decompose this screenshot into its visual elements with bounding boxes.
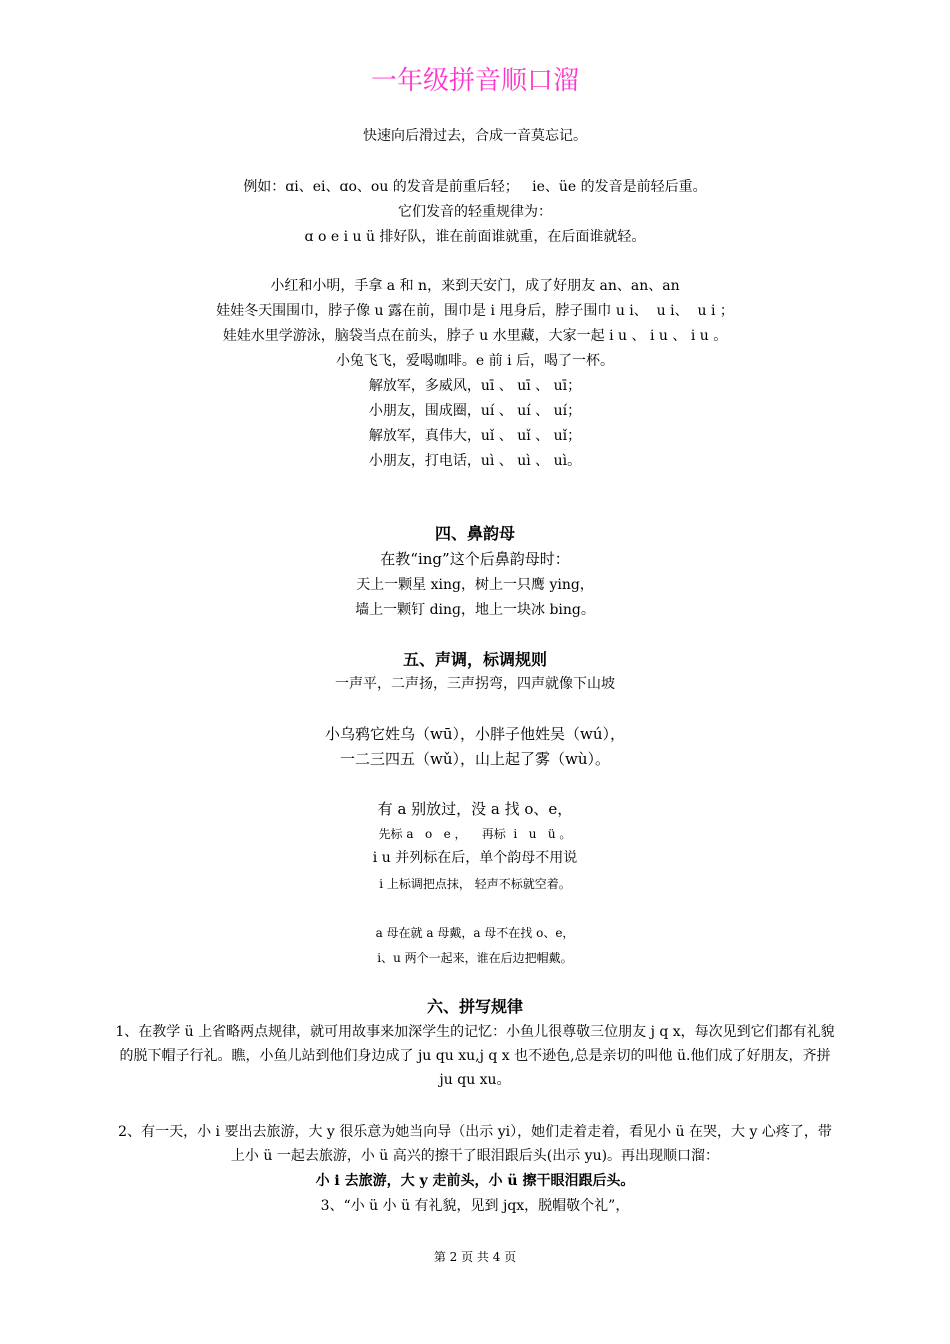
text-line: 在教“ing”这个后鼻韵母时：: [380, 550, 570, 568]
text-line: 小朋友，围成圈，uí 、 uí 、 uí；: [368, 403, 582, 419]
text-line: 小 i 去旅游，大 y 走前头，小 ü 擦干眼泪跟后头。: [315, 1173, 635, 1189]
page-title: 一年级拼音顺口溜: [370, 66, 579, 96]
text-line: a 母在就 a 母戴，a 母不在找 o、e，: [375, 926, 575, 940]
text-line: i 上标调把点抹， 轻声不标就空着。: [379, 877, 571, 891]
paragraph: 2、有一天，小 i 要出去旅游，大 y 很乐意为她当向导（出示 yi），她们走着走着，看见小 ü 在哭，大 y 心疼了，带上小 ü 一起去旅游，小 ü 高兴的擦干了眼泪跟后头(出示 yu)。再出现顺口溜：: [118, 1124, 832, 1164]
text-line: 快速向后滑过去，合成一音莫忘记。: [363, 128, 587, 144]
text-line: 3、“小 ü 小 ü 有礼貌，见到 jqx，脱帽敬个礼”，: [320, 1198, 630, 1214]
text-line: 娃娃冬天围围巾，脖子像 u 露在前，围巾是 i 甩身后，脖子围巾 u i、 u i、 u i ；: [216, 303, 734, 319]
text-line: 天上一颗星 xing，树上一只鹰 ying，: [356, 577, 594, 593]
paragraph: 1、在教学 ü 上省略两点规律，就可用故事来加深学生的记忆：小鱼儿很尊敬三位朋友 j q x，每次见到它们都有礼貌的脱下帽子行礼。瞧，小鱼儿站到他们身边成了 ju qu xu,j q x 也不逊色,总是亲切的叫他 ü.他们成了好朋友，齐拼 ju qu xu。: [115, 1024, 835, 1088]
text-line: 小乌鸦它姓乌（wū），小胖子他姓吴（wú），: [324, 725, 625, 743]
section-heading: 六、拼写规律: [426, 997, 523, 1016]
section-heading: 五、声调，标调规则: [402, 650, 547, 669]
text-line: i u 并列标在后，单个韵母不用说: [372, 850, 578, 866]
text-line: 解放军，真伟大，uǐ 、 uǐ 、 uǐ；: [368, 428, 582, 444]
text-line: 小朋友，打电话，uì 、 uì 、 uì。: [368, 453, 582, 469]
text-line: i、u 两个一起来，谁在后边把帽戴。: [377, 951, 573, 965]
text-line: 一声平，二声扬，三声拐弯，四声就像下山坡: [335, 676, 615, 692]
text-line: 有 a 别放过，没 a 找 o、e，: [377, 800, 573, 818]
text-line: 墙上一颗钉 dinɡ，地上一块冰 bing。: [355, 602, 595, 618]
text-line: 解放军，多威风，uī 、 uī 、 uī；: [368, 378, 582, 394]
text-line: 小红和小明，手拿 a 和 n，来到天安门，成了好朋友 an、an、an: [270, 278, 680, 294]
text-line: ɑ o e i u ü 排好队，谁在前面谁就重，在后面谁就轻。: [304, 229, 646, 245]
text-line: 先标 a o e ， 再标 i u ü 。: [378, 827, 572, 841]
text-line: 娃娃水里学游泳，脑袋当点在前头，脖子 u 水里藏，大家一起 i u 、 i u 、 i u 。: [222, 328, 728, 344]
text-line: 它们发音的轻重规律为：: [398, 204, 552, 220]
text-line: 一二三四五（wǔ），山上起了雾（wù）。: [339, 750, 610, 768]
text-line: 例如：ɑi、ei、ɑo、ou 的发音是前重后轻； ie、üe 的发音是前轻后重。: [243, 179, 707, 195]
text-line: 小兔飞飞，爱喝咖啡。e 前 i 后，喝了一杯。: [335, 353, 615, 369]
section-heading: 四、鼻韵母: [434, 524, 515, 543]
page-footer: 第 2 页 共 4 页: [433, 1250, 517, 1264]
